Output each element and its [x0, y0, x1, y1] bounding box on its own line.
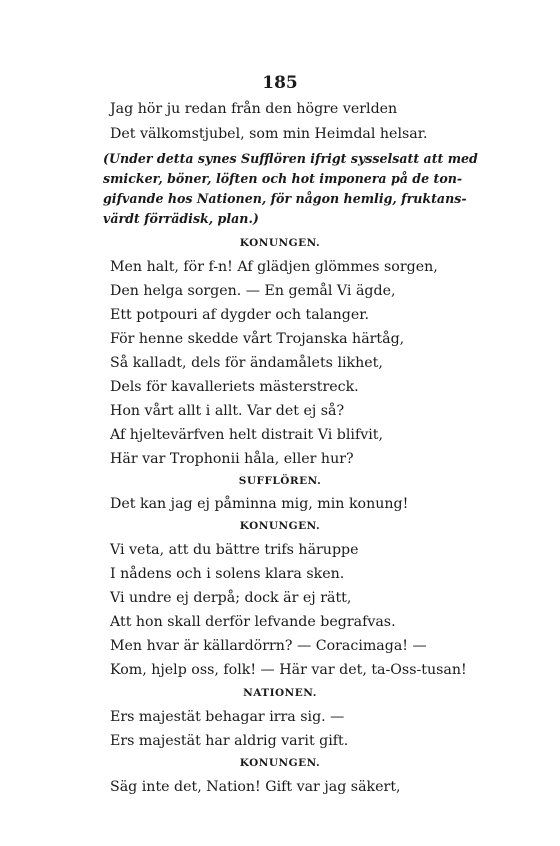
verse-line: Vi undre ej derpå; dock är ej rätt,: [110, 590, 352, 606]
stage-direction-line: värdt förrädisk, plan.): [103, 211, 259, 226]
verse-line: Dels för kavalleriets mästerstreck.: [110, 379, 359, 395]
verse-line: Hon vårt allt i allt. Var det ej så?: [110, 403, 345, 419]
verse-line: Jag hör ju redan från den högre verlden: [110, 101, 398, 117]
verse-line: Vi veta, att du bättre trifs häruppe: [110, 542, 359, 558]
verse-line: Men hvar är källardörrn? — Coracimaga! —: [110, 638, 427, 654]
verse-line: För henne skedde vårt Trojanska härtåg,: [110, 331, 405, 347]
verse-line: Kom, hjelp oss, folk! — Här var det, ta-Oss-tusan!: [110, 662, 467, 678]
stage-direction-line: smicker, böner, löften och hot imponera på de ton-: [103, 171, 463, 186]
verse-line: Att hon skall derför lefvande begrafvas.: [110, 614, 396, 630]
verse-line: Det kan jag ej påminna mig, min konung!: [110, 496, 409, 512]
stage-direction-line: (Under detta synes Sufflören ifrigt sysselsatt att med: [103, 151, 478, 166]
verse-line: Säg inte det, Nation! Gift var jag säkert,: [110, 779, 401, 795]
page-number: 185: [262, 73, 298, 93]
stage-direction: [103, 149, 478, 229]
speaker-name: SUFFLÖREN.: [238, 475, 322, 487]
speaker-name: KONUNGEN.: [239, 757, 321, 769]
verse-line: Så kalladt, dels för ändamålets likhet,: [110, 355, 383, 371]
verse-line: Det välkomstjubel, som min Heimdal helsar.: [110, 126, 428, 142]
verse-line: Här var Trophonii håla, eller hur?: [110, 451, 354, 467]
verse-line: Ers majestät har aldrig varit gift.: [110, 733, 349, 749]
verse-line: Men halt, för f-n! Af glädjen glömmes sorgen,: [110, 259, 438, 275]
verse-line: Ers majestät behagar irra sig. —: [110, 709, 345, 725]
speaker-name: KONUNGEN.: [239, 520, 321, 532]
speaker-name: NATIONEN.: [243, 687, 317, 699]
verse-line: Af hjeltevärfven helt distrait Vi blifvit,: [110, 427, 383, 443]
stage-direction-line: gifvande hos Nationen, för någon hemlig, fruktans-: [103, 191, 467, 206]
speaker-name: KONUNGEN.: [239, 237, 321, 249]
verse-line: Den helga sorgen. — En gemål Vi ägde,: [110, 283, 396, 299]
verse-line: Ett potpouri af dygder och talanger.: [110, 307, 369, 323]
verse-line: I nådens och i solens klara sken.: [110, 566, 345, 582]
